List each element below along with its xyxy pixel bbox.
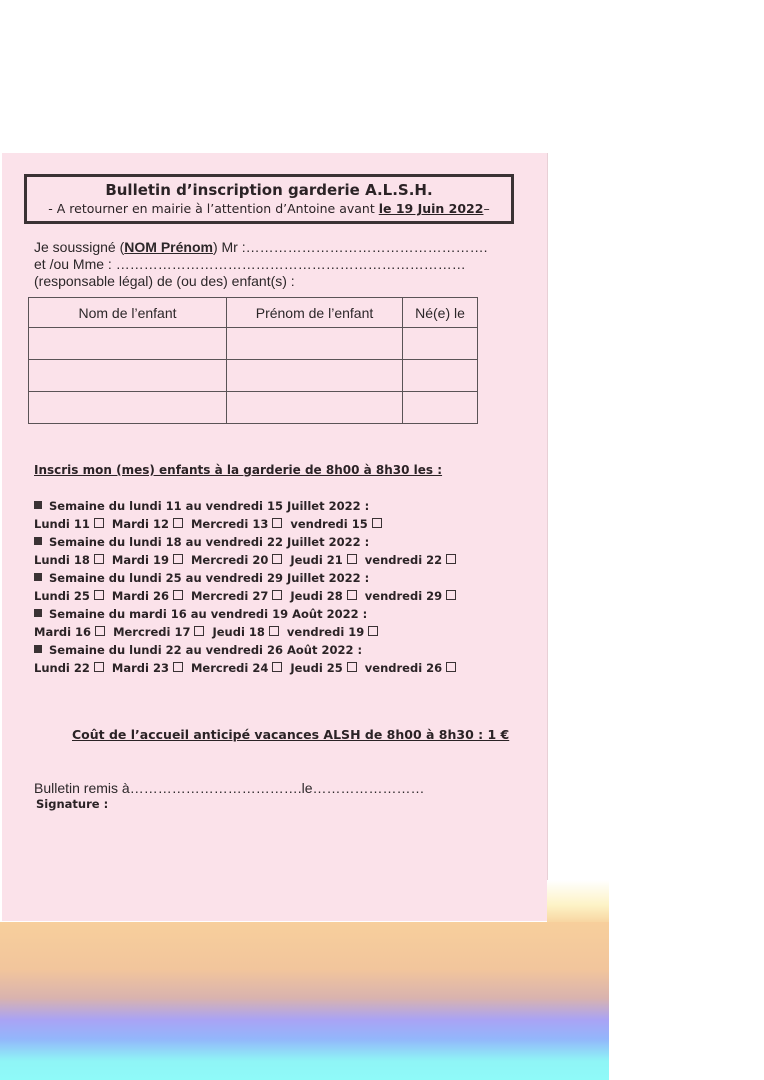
day-checkbox[interactable] bbox=[368, 626, 378, 636]
day-label: Lundi 11 bbox=[34, 517, 90, 531]
table-row bbox=[29, 392, 478, 424]
cell-input[interactable] bbox=[29, 392, 227, 424]
day-checkbox[interactable] bbox=[94, 590, 104, 600]
day-checkbox[interactable] bbox=[372, 518, 382, 528]
day-label: vendredi 19 bbox=[286, 625, 365, 639]
day-label: Mercredi 27 bbox=[190, 589, 269, 603]
cell-input[interactable] bbox=[227, 360, 403, 392]
day-label: vendredi 26 bbox=[364, 661, 443, 675]
day-option[interactable] bbox=[290, 551, 356, 569]
weeks-list bbox=[34, 497, 464, 677]
day-option[interactable] bbox=[34, 587, 104, 605]
mr-field[interactable]: ) Mr :……………………………………………. bbox=[212, 239, 488, 255]
intro-bold: NOM Prénom bbox=[124, 239, 213, 255]
day-checkbox[interactable] bbox=[347, 590, 357, 600]
day-label: vendredi 29 bbox=[364, 589, 443, 603]
day-option[interactable] bbox=[191, 659, 282, 677]
cell-input[interactable] bbox=[403, 328, 478, 360]
week-label: Semaine du lundi 11 au vendredi 15 Juillet 2022 : bbox=[49, 499, 370, 513]
days-row bbox=[34, 659, 464, 677]
day-checkbox[interactable] bbox=[272, 662, 282, 672]
parent-mme-line[interactable]: et /ou Mme : ………………………………………………………………… bbox=[34, 256, 466, 272]
day-label: Mardi 16 bbox=[34, 625, 92, 639]
day-option[interactable] bbox=[34, 551, 104, 569]
parent-mr-line[interactable] bbox=[34, 239, 488, 256]
day-label: Lundi 18 bbox=[34, 553, 90, 567]
cell-input[interactable] bbox=[29, 328, 227, 360]
cost-line: Coût de l’accueil anticipé vacances ALSH de 8h00 à 8h30 : 1 € bbox=[72, 727, 510, 742]
day-label: Mardi 23 bbox=[111, 661, 169, 675]
cell-input[interactable] bbox=[403, 392, 478, 424]
day-checkbox[interactable] bbox=[94, 518, 104, 528]
day-option[interactable] bbox=[290, 659, 356, 677]
day-checkbox[interactable] bbox=[272, 590, 282, 600]
day-checkbox[interactable] bbox=[272, 518, 282, 528]
day-option[interactable] bbox=[365, 551, 456, 569]
cell-input[interactable] bbox=[227, 328, 403, 360]
day-checkbox[interactable] bbox=[347, 662, 357, 672]
square-bullet-icon bbox=[34, 609, 42, 617]
week-label: Semaine du lundi 25 au vendredi 29 Juillet 2022 : bbox=[49, 571, 370, 585]
day-label: Jeudi 28 bbox=[290, 589, 343, 603]
form-subtitle bbox=[27, 201, 511, 216]
day-checkbox[interactable] bbox=[95, 626, 105, 636]
week-heading bbox=[34, 497, 464, 515]
day-option[interactable] bbox=[191, 551, 282, 569]
day-label: Mercredi 20 bbox=[190, 553, 269, 567]
week-heading bbox=[34, 569, 464, 587]
day-label: Mercredi 17 bbox=[113, 625, 191, 639]
days-row bbox=[34, 551, 464, 569]
col-nom: Nom de l’enfant bbox=[29, 298, 227, 328]
day-checkbox[interactable] bbox=[173, 518, 183, 528]
week-heading bbox=[34, 533, 464, 551]
day-checkbox[interactable] bbox=[446, 554, 456, 564]
day-label: Mardi 26 bbox=[111, 589, 169, 603]
responsable-line: (responsable légal) de (ou des) enfant(s) : bbox=[34, 273, 295, 289]
table-row bbox=[29, 328, 478, 360]
day-checkbox[interactable] bbox=[272, 554, 282, 564]
day-checkbox[interactable] bbox=[173, 554, 183, 564]
day-label: Jeudi 18 bbox=[212, 625, 265, 639]
day-option[interactable] bbox=[191, 587, 282, 605]
day-option[interactable] bbox=[34, 515, 104, 533]
intro-prefix: Je soussigné ( bbox=[34, 239, 125, 255]
registration-title: Inscris mon (mes) enfants à la garderie de 8h00 à 8h30 les : bbox=[34, 463, 443, 477]
day-option[interactable] bbox=[365, 587, 456, 605]
cell-input[interactable] bbox=[227, 392, 403, 424]
day-option[interactable] bbox=[112, 515, 183, 533]
form-title: Bulletin d’inscription garderie A.L.S.H. bbox=[105, 181, 433, 199]
week-label: Semaine du lundi 18 au vendredi 22 Juillet 2022 : bbox=[49, 535, 370, 549]
day-label: Jeudi 21 bbox=[290, 553, 343, 567]
day-checkbox[interactable] bbox=[446, 662, 456, 672]
day-option[interactable] bbox=[34, 659, 104, 677]
days-row bbox=[34, 515, 464, 533]
title-box bbox=[24, 174, 514, 224]
day-option[interactable] bbox=[34, 623, 105, 641]
subtitle-text: - A retourner en mairie à l’attention d’Antoine avant bbox=[48, 201, 379, 216]
week-label: Semaine du mardi 16 au vendredi 19 Août 2022 : bbox=[49, 607, 368, 621]
children-table bbox=[28, 297, 478, 424]
day-checkbox[interactable] bbox=[347, 554, 357, 564]
square-bullet-icon bbox=[34, 573, 42, 581]
week-heading bbox=[34, 641, 464, 659]
day-checkbox[interactable] bbox=[173, 590, 183, 600]
day-option[interactable] bbox=[191, 515, 282, 533]
day-checkbox[interactable] bbox=[173, 662, 183, 672]
square-bullet-icon bbox=[34, 537, 42, 545]
day-label: Mercredi 24 bbox=[190, 661, 269, 675]
day-checkbox[interactable] bbox=[194, 626, 204, 636]
day-label: Jeudi 25 bbox=[290, 661, 343, 675]
day-label: Mardi 12 bbox=[111, 517, 169, 531]
scan-artifact-band bbox=[0, 922, 609, 1080]
day-checkbox[interactable] bbox=[94, 554, 104, 564]
day-checkbox[interactable] bbox=[269, 626, 279, 636]
week-heading bbox=[34, 605, 464, 623]
day-label: Mercredi 13 bbox=[190, 517, 269, 531]
day-option[interactable] bbox=[112, 587, 183, 605]
day-checkbox[interactable] bbox=[446, 590, 456, 600]
day-label: vendredi 22 bbox=[364, 553, 443, 567]
deadline: le 19 Juin 2022 bbox=[378, 201, 484, 216]
cell-input[interactable] bbox=[29, 360, 227, 392]
scan-artifact-top bbox=[547, 880, 609, 922]
day-option[interactable] bbox=[290, 587, 356, 605]
square-bullet-icon bbox=[34, 645, 42, 653]
day-option[interactable] bbox=[365, 659, 456, 677]
day-label: Mardi 19 bbox=[111, 553, 169, 567]
day-label: vendredi 15 bbox=[290, 517, 368, 531]
square-bullet-icon bbox=[34, 501, 42, 509]
day-option[interactable] bbox=[212, 623, 278, 641]
day-option[interactable] bbox=[112, 551, 183, 569]
day-option[interactable] bbox=[112, 659, 183, 677]
table-row bbox=[29, 360, 478, 392]
subtitle-suffix: – bbox=[483, 201, 490, 216]
day-option[interactable] bbox=[113, 623, 204, 641]
week-label: Semaine du lundi 22 au vendredi 26 Août 2022 : bbox=[49, 643, 363, 657]
remis-line[interactable]: Bulletin remis à……………………………….le…………………… bbox=[34, 780, 425, 796]
cell-input[interactable] bbox=[403, 360, 478, 392]
signature-label: Signature : bbox=[36, 797, 109, 811]
col-ne-le: Né(e) le bbox=[403, 298, 478, 328]
days-row bbox=[34, 623, 464, 641]
days-row bbox=[34, 587, 464, 605]
parent-section bbox=[34, 239, 488, 290]
day-option[interactable] bbox=[287, 623, 378, 641]
day-label: Lundi 25 bbox=[34, 589, 90, 603]
day-label: Lundi 22 bbox=[34, 661, 90, 675]
col-prenom: Prénom de l’enfant bbox=[227, 298, 403, 328]
day-checkbox[interactable] bbox=[94, 662, 104, 672]
day-option[interactable] bbox=[290, 515, 381, 533]
